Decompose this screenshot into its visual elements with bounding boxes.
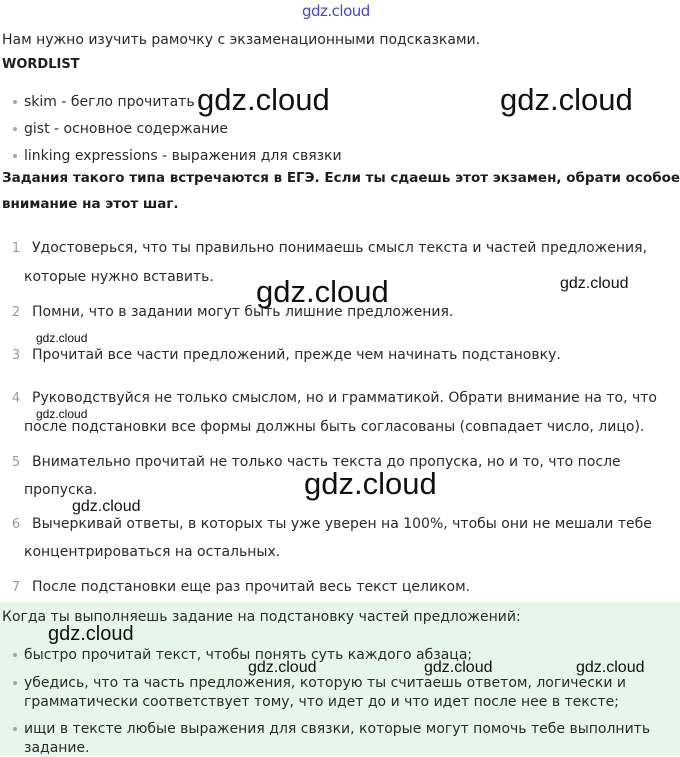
step-number: 4 xyxy=(11,391,21,406)
intro-text: Нам нужно изучить рамочку с экзаменационными подсказками. xyxy=(2,32,481,48)
exam-note-line: внимание на этот шаг. xyxy=(2,196,179,212)
step-text: Удостоверься, что ты правильно понимаешь смысл текста и частей предложения, xyxy=(32,240,648,256)
step-number: 5 xyxy=(11,455,21,470)
step-text: Помни, что в задании могут быть лишние предложения. xyxy=(32,304,454,320)
step-number: 7 xyxy=(11,580,21,595)
watermark: gdz.cloud xyxy=(576,659,645,676)
tip-item-continuation: задание. xyxy=(24,740,90,756)
step-text: Руководствуйся не только смыслом, но и грамматикой. Обрати внимание на то, что xyxy=(32,390,657,406)
tip-item: ищи в тексте любые выражения для связки, которые могут помочь тебе выполнить xyxy=(24,721,651,737)
watermark: gdz.cloud xyxy=(72,498,141,515)
watermark: gdz.cloud xyxy=(197,82,330,117)
watermark: gdz.cloud xyxy=(36,331,88,345)
step-text: Вычеркивай ответы, в которых ты уже уверен на 100%, чтобы они не мешали тебе xyxy=(32,516,652,532)
step-text: После подстановки еще раз прочитай весь текст целиком. xyxy=(32,579,471,595)
step-number: 6 xyxy=(11,517,21,532)
watermark: gdz.cloud xyxy=(304,466,437,501)
tip-item-continuation: грамматически соответствует тому, что идет до и что идет после нее в тексте; xyxy=(24,694,619,710)
watermark: gdz.cloud xyxy=(560,275,629,292)
site-logo[interactable]: gdz.cloud xyxy=(302,2,370,20)
step-text: после подстановки все формы должны быть согласованы (совпадает число, лицо). xyxy=(24,419,645,435)
tips-heading: Когда ты выполняешь задание на подстановку частей предложений: xyxy=(2,609,521,625)
step-text: концентрироваться на остальных. xyxy=(24,544,281,560)
watermark: gdz.cloud xyxy=(256,274,389,309)
step-number: 1 xyxy=(11,241,21,256)
step-number: 3 xyxy=(11,348,21,363)
watermark: gdz.cloud xyxy=(36,407,88,421)
watermark: gdz.cloud xyxy=(424,659,493,676)
watermark: gdz.cloud xyxy=(48,623,134,645)
tip-item: быстро прочитай текст, чтобы понять суть каждого абзаца; xyxy=(24,647,473,663)
step-text: Прочитай все части предложений, прежде чем начинать подстановку. xyxy=(32,347,561,363)
wordlist-item: skim - бегло прочитать xyxy=(24,94,195,110)
step-text: которые нужно вставить. xyxy=(24,269,214,285)
tip-item: убедись, что та часть предложения, которую ты считаешь ответом, логически и xyxy=(24,675,626,691)
exam-note-line: Задания такого типа встречаются в ЕГЭ. Если ты сдаешь этот экзамен, обрати особое xyxy=(2,170,680,186)
step-number: 2 xyxy=(11,305,21,320)
wordlist-title: WORDLIST xyxy=(2,57,80,72)
watermark: gdz.cloud xyxy=(500,82,633,117)
wordlist-item: gist - основное содержание xyxy=(24,121,229,137)
wordlist-item: linking expressions - выражения для связки xyxy=(24,148,342,164)
watermark: gdz.cloud xyxy=(248,659,317,676)
step-text: Внимательно прочитай не только часть текста до пропуска, но и то, что после xyxy=(32,454,621,470)
step-text: пропуска. xyxy=(24,482,98,498)
